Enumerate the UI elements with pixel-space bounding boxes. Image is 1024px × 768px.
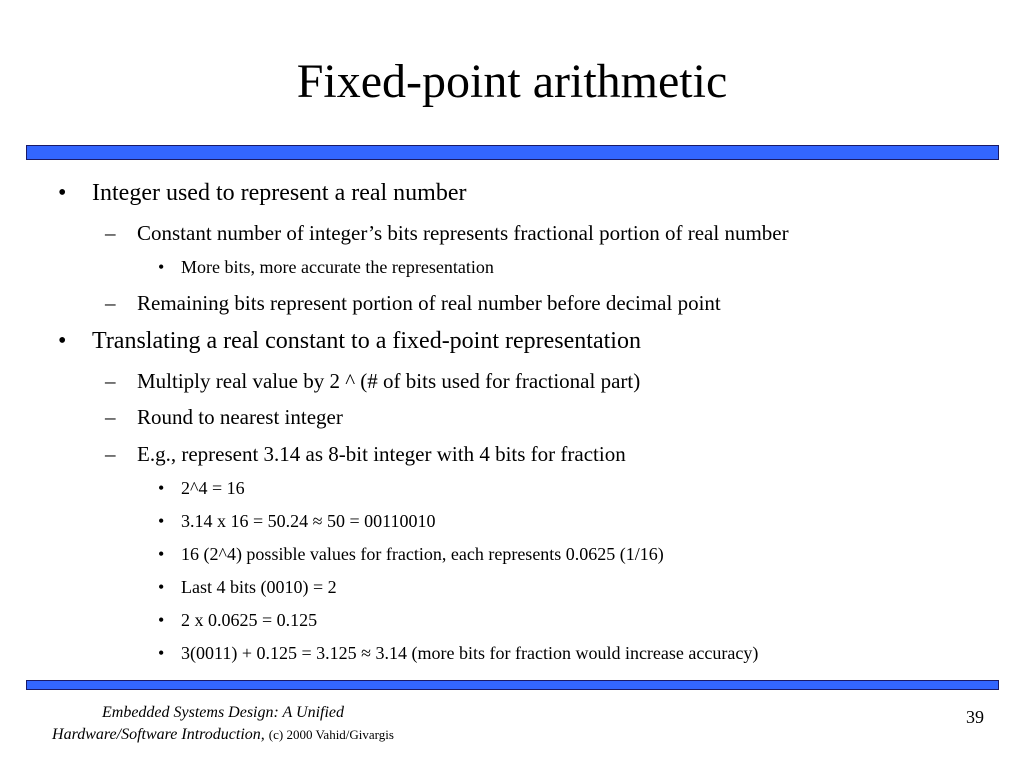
subsub-more-bits: More bits, more accurate the representation (181, 257, 494, 277)
bullet-translating: Translating a real constant to a fixed-point representation (92, 328, 641, 354)
bullet-marker: • (58, 180, 67, 206)
bottom-divider (26, 680, 999, 690)
subbullet-multiply: Multiply real value by 2 ^ (# of bits used for fractional part) (137, 369, 641, 393)
dash-marker: – (105, 405, 116, 429)
subsub-final-result: 3(0011) + 0.125 = 3.125 ≈ 3.14 (more bits for fraction would increase accuracy) (181, 643, 759, 663)
bullet-marker: • (158, 511, 165, 531)
dash-marker: – (105, 221, 116, 245)
footer-citation (28, 702, 418, 746)
bullet-marker: • (158, 610, 165, 630)
bullet-marker: • (158, 478, 165, 498)
page-number: 39 (966, 707, 984, 727)
bullet-marker: • (158, 577, 165, 597)
subsub-last-bits: Last 4 bits (0010) = 2 (181, 577, 337, 597)
slide-title: Fixed-point arithmetic (296, 55, 728, 108)
subsub-multiply-result: 3.14 x 16 = 50.24 ≈ 50 = 00110010 (181, 511, 436, 531)
subbullet-remaining-bits: Remaining bits represent portion of real number before decimal point (137, 291, 721, 315)
top-divider (26, 145, 999, 160)
subsub-fraction-value: 2 x 0.0625 = 0.125 (181, 610, 318, 630)
bullet-marker: • (158, 643, 165, 663)
bullet-marker: • (158, 257, 165, 277)
subbullet-example: E.g., represent 3.14 as 8-bit integer with 4 bits for fraction (137, 442, 626, 466)
subbullet-constant-bits: Constant number of integer’s bits represents fractional portion of real number (137, 221, 789, 245)
footer-book-line2: Hardware/Software Introduction, (52, 726, 265, 743)
subbullet-round: Round to nearest integer (137, 405, 343, 429)
subsub-power: 2^4 = 16 (181, 478, 245, 498)
subsub-possible-values: 16 (2^4) possible values for fraction, each represents 0.0625 (1/16) (181, 544, 664, 564)
bullet-marker: • (58, 328, 67, 354)
dash-marker: – (105, 369, 116, 393)
footer-book-line1: Embedded Systems Design: A Unified (101, 704, 345, 721)
bullet-integer-real: Integer used to represent a real number (92, 180, 467, 206)
dash-marker: – (105, 291, 116, 315)
footer-copyright: (c) 2000 Vahid/Givargis (268, 727, 394, 742)
dash-marker: – (105, 442, 116, 466)
bullet-marker: • (158, 544, 165, 564)
